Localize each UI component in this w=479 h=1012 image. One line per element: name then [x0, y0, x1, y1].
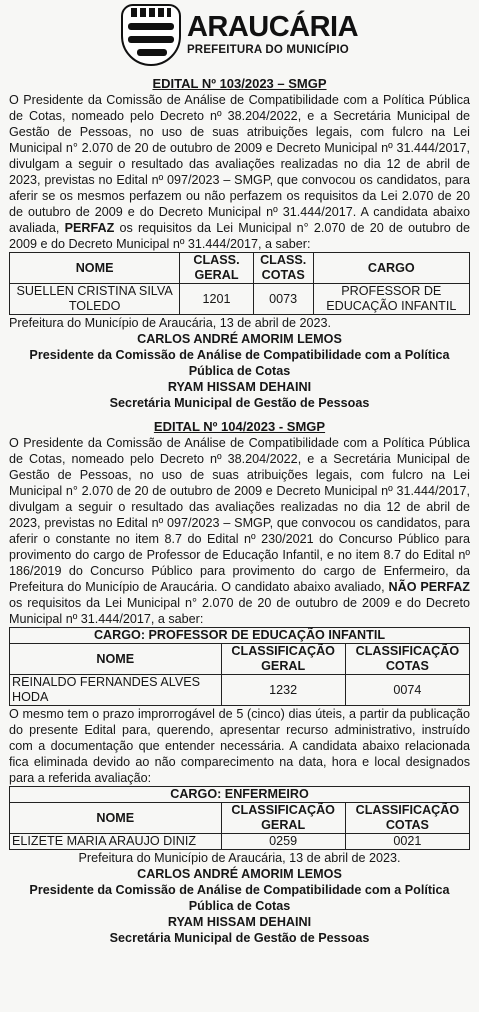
signer-role: Presidente da Comissão de Análise de Compatibilidade com a Política Pública de Cotas [29, 348, 450, 378]
cargo-label: CARGO: PROFESSOR DE EDUCAÇÃO INFANTIL [10, 628, 470, 644]
place-date: Prefeitura do Município de Araucária, 13 de abril de 2023. [78, 851, 401, 865]
brand-title: ARAUCÁRIA [186, 11, 359, 44]
appeal-text: O mesmo tem o prazo improrrogável de 5 (cinco) dias úteis, a partir da publicação do presente Edital para, querendo, apresentar recurso administrativo, instruído com a documentação que entender necessária. A candidata abaixo relacionada fica eliminada devido ao não comparecimento na data, hora e local designados para a referida avaliação: [9, 707, 470, 785]
signer-name: CARLOS ANDRÉ AMORIM LEMOS [137, 332, 342, 346]
cargo-label: CARGO: ENFERMEIRO [10, 787, 470, 803]
column-header: CARGO [313, 253, 469, 284]
column-header: NOME [10, 644, 222, 675]
signature-block [9, 331, 470, 411]
signer-role: Secretária Municipal de Gestão de Pessoas [109, 931, 370, 945]
column-header: NOME [10, 253, 180, 284]
column-header: CLASS. COTAS [253, 253, 313, 284]
column-header: CLASSIFICAÇÃO COTAS [345, 644, 469, 675]
edital-body [9, 435, 470, 627]
edital-title: EDITAL Nº 104/2023 - SMGP [153, 419, 326, 434]
signer-role: Secretária Municipal de Gestão de Pessoas [109, 396, 370, 410]
table-cell: PROFESSOR DE EDUCAÇÃO INFANTIL [313, 284, 469, 315]
column-header: CLASSIFICAÇÃO COTAS [345, 803, 469, 834]
signer-role: Presidente da Comissão de Análise de Compatibilidade com a Política Pública de Cotas [29, 883, 450, 913]
coat-of-arms-logo [121, 4, 181, 66]
body-text: O Presidente da Comissão de Análise de Compatibilidade com a Política Pública de Cotas, nomeado pelo Decreto nº 38.204/2022, e a Secretária Municipal de Gestão de Pessoas, no uso de suas atribuições legais, com fulcro na Lei Municipal n° 2.070 de 20 de outubro de 2009 e Decreto Municipal nº 31.444/2017, divulgam a seguir o resultado das avaliações realizadas no dia 12 de abril de 2023, previstas no Edital nº 097/2023 – SMGP, que convocou os candidatos, para aferir se os mesmos perfazem ou não perfazem os requisitos da Lei 2.070 de 20 de outubro de 2009 e do Decreto Municipal nº 31.444/2017. A candidata abaixo avaliada, [9, 93, 470, 235]
table-header-row [10, 803, 470, 834]
signer-name: RYAM HISSAM DEHAINI [167, 380, 312, 394]
table-header-row [10, 253, 470, 284]
column-header: CLASS. GERAL [180, 253, 254, 284]
edital-body [9, 92, 470, 252]
edital-title: EDITAL Nº 103/2023 – SMGP [152, 76, 327, 91]
table-cell: REINALDO FERNANDES ALVES HODA [10, 675, 222, 706]
edital-104 [9, 419, 470, 946]
table-cell: 1232 [221, 675, 345, 706]
column-header: CLASSIFICAÇÃO GERAL [221, 803, 345, 834]
result-table [9, 786, 470, 850]
table-cell: 1201 [180, 284, 254, 315]
header [9, 0, 470, 70]
brand-subtitle: PREFEITURA DO MUNICÍPIO [186, 44, 349, 57]
result-table [9, 252, 470, 315]
place-date: Prefeitura do Município de Araucária, 13 de abril de 2023. [9, 316, 332, 330]
table-cell: SUELLEN CRISTINA SILVA TOLEDO [10, 284, 180, 315]
table-row [10, 675, 470, 706]
signer-name: CARLOS ANDRÉ AMORIM LEMOS [137, 867, 342, 881]
table-cell: 0073 [253, 284, 313, 315]
signer-name: RYAM HISSAM DEHAINI [167, 915, 312, 929]
table-header-row [10, 644, 470, 675]
column-header: CLASSIFICAÇÃO GERAL [221, 644, 345, 675]
table-row [10, 284, 470, 315]
edital-103 [9, 76, 470, 411]
table-row [10, 834, 470, 850]
result-table [9, 627, 470, 706]
result-emphasis: NÃO PERFAZ [388, 580, 470, 594]
signature-block [9, 866, 470, 946]
table-cell: ELIZETE MARIA ARAUJO DINIZ [10, 834, 222, 850]
brand-block [187, 13, 358, 57]
table-cell: 0021 [345, 834, 469, 850]
table-cell: 0259 [221, 834, 345, 850]
body-text: os requisitos da Lei Municipal n° 2.070 de 20 de outubro de 2009 e do Decreto Municipal nº 31.444/2017, a saber: [9, 596, 470, 626]
body-text: O Presidente da Comissão de Análise de Compatibilidade com a Política Pública de Cotas, nomeado pelo Decreto nº 38.204/2022, e a Secretária Municipal de Gestão de Pessoas, no uso de suas atribuições legais, com fulcro na Lei Municipal n° 2.070 de 20 de outubro de 2009 e Decreto Municipal nº 31.444/2017, divulgam a seguir o resultado das avaliações realizadas no dia 12 de abril de 2023, previstas no Edital nº 097/2023 – SMGP, que convocou os candidatos, para aferir o constante no item 8.7 do Edital nº 230/2021 do Concurso Público para provimento do cargo de Professor de Educação Infantil, e no item 8.7 do Edital nº 186/2019 do Concurso Público para provimento do cargo de Enfermeiro, da Prefeitura do Município de Araucária. O candidato abaixo avaliado, [9, 436, 470, 594]
cargo-row [10, 628, 470, 644]
result-emphasis: PERFAZ [64, 221, 115, 235]
cargo-row [10, 787, 470, 803]
column-header: NOME [10, 803, 222, 834]
body-text: os requisitos da Lei Municipal n° 2.070 de 20 de outubro de 2009 e do Decreto Municipal nº 31.444/2017, a saber: [9, 221, 470, 251]
table-cell: 0074 [345, 675, 469, 706]
